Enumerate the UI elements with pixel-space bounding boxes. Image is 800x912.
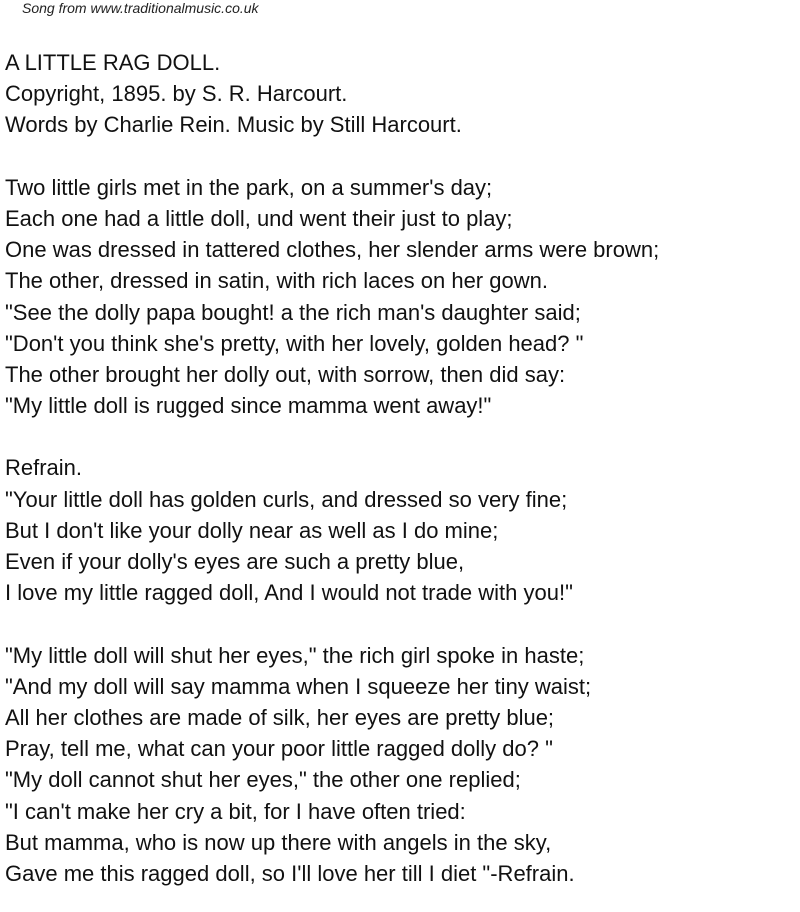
verse-line: Two little girls met in the park, on a summer's day; bbox=[5, 174, 493, 200]
verse-line: All her clothes are made of silk, her eyes are pretty blue; bbox=[5, 704, 555, 730]
refrain-line: I love my little ragged doll, And I would not trade with you!" bbox=[5, 580, 573, 606]
verse-line: "Don't you think she's pretty, with her lovely, golden head? " bbox=[5, 330, 584, 356]
refrain-line: Even if your dolly's eyes are such a pretty blue, bbox=[5, 549, 465, 574]
stanza-gap bbox=[5, 141, 800, 172]
refrain-line: "Your little doll has golden curls, and dressed so very fine; bbox=[5, 486, 568, 512]
stanza-gap bbox=[5, 421, 800, 452]
song-text bbox=[5, 47, 800, 889]
stanza-gap bbox=[5, 608, 800, 639]
verse-line: "See the dolly papa bought! a the rich man's daughter said; bbox=[5, 299, 581, 325]
verse-line: "I can't make her cry a bit, for I have often tried: bbox=[5, 798, 466, 824]
source-credit: Song from www.traditionalmusic.co.uk bbox=[22, 0, 259, 16]
verse-line: "And my doll will say mamma when I squeeze her tiny waist; bbox=[5, 673, 592, 699]
refrain-heading: Refrain. bbox=[5, 455, 83, 481]
refrain bbox=[5, 452, 800, 608]
verse-line: "My little doll is rugged since mamma went away!" bbox=[5, 393, 492, 419]
verse-2 bbox=[5, 640, 800, 890]
verse-line: Gave me this ragged doll, so I'll love her till I diet "-Refrain. bbox=[5, 860, 575, 886]
verse-line: "My little doll will shut her eyes," the rich girl spoke in haste; bbox=[5, 642, 585, 668]
verse-line: One was dressed in tattered clothes, her slender arms were brown; bbox=[5, 237, 660, 263]
verse-line: "My doll cannot shut her eyes," the other one replied; bbox=[5, 767, 521, 793]
verse-line: Each one had a little doll, und went their just to play; bbox=[5, 205, 513, 231]
verse-1 bbox=[5, 172, 800, 422]
verse-line: But mamma, who is now up there with angels in the sky, bbox=[5, 829, 552, 855]
refrain-line: But I don't like your dolly near as well as I do mine; bbox=[5, 517, 499, 543]
copyright-line: Copyright, 1895. by S. R. Harcourt. bbox=[5, 81, 348, 107]
verse-line: The other, dressed in satin, with rich laces on her gown. bbox=[5, 268, 548, 294]
song-header bbox=[5, 47, 800, 141]
song-title: A LITTLE RAG DOLL. bbox=[5, 50, 221, 75]
verse-line: The other brought her dolly out, with sorrow, then did say: bbox=[5, 361, 566, 387]
verse-line: Pray, tell me, what can your poor little ragged dolly do? " bbox=[5, 736, 553, 762]
credits-line: Words by Charlie Rein. Music by Still Harcourt. bbox=[5, 112, 462, 138]
